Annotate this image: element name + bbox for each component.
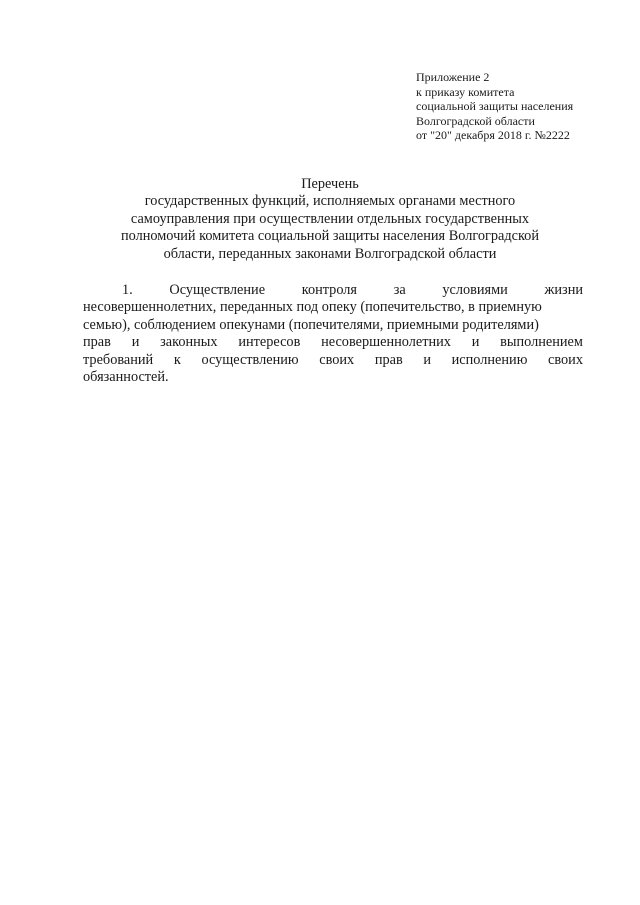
title-line: государственных функций, исполняемых органами местного [144, 193, 516, 210]
word: за [393, 282, 406, 298]
word: и [471, 334, 480, 351]
appendix-line: к приказу комитета [416, 84, 515, 99]
appendix-line: Приложение 2 [416, 70, 490, 84]
word: жизни [544, 282, 583, 298]
item-line-2 [83, 299, 583, 316]
item-text: обязанностей. [83, 369, 169, 386]
word: и [423, 351, 432, 368]
word: своих [319, 351, 355, 368]
word: законных [160, 334, 218, 351]
word: требований [83, 351, 154, 368]
item-line-5 [83, 352, 583, 369]
item-line-3 [83, 317, 583, 334]
word: прав [374, 351, 403, 368]
item-number: 1. [122, 282, 133, 298]
word: интересов [238, 334, 301, 351]
title-heading: Перечень [301, 176, 359, 192]
word: к [173, 351, 181, 368]
word: выполнением [500, 334, 583, 351]
word: условиями [442, 282, 508, 298]
item-line-1 [83, 282, 583, 299]
item-text: несовершеннолетних, переданных под опеку (попечительство, в приемную [83, 299, 542, 316]
word: несовершеннолетних [321, 334, 451, 351]
word: прав [83, 334, 111, 351]
word: Осуществление [169, 282, 266, 298]
word: исполнению [451, 351, 528, 368]
word: и [131, 334, 140, 351]
appendix-line: Волгоградской области [416, 113, 535, 128]
word: осуществлению [201, 351, 299, 368]
document-title [60, 176, 600, 263]
word: своих [548, 351, 583, 368]
title-line: области, переданных законами Волгоградской области [163, 245, 497, 262]
appendix-line: социальной защиты населения [416, 99, 574, 114]
list-item [83, 282, 583, 386]
item-line-6 [83, 369, 583, 386]
item-line-4 [83, 334, 583, 351]
title-line: самоуправления при осуществлении отдельных государственных [130, 210, 530, 227]
appendix-line: от "20" декабря 2018 г. №2222 [416, 128, 570, 143]
item-text: семью), соблюдением опекунами (попечителями, приемными родителями) [83, 316, 539, 333]
appendix-header [416, 70, 626, 143]
word: контроля [301, 282, 357, 298]
title-line: полномочий комитета социальной защиты населения Волгоградской [120, 228, 539, 245]
